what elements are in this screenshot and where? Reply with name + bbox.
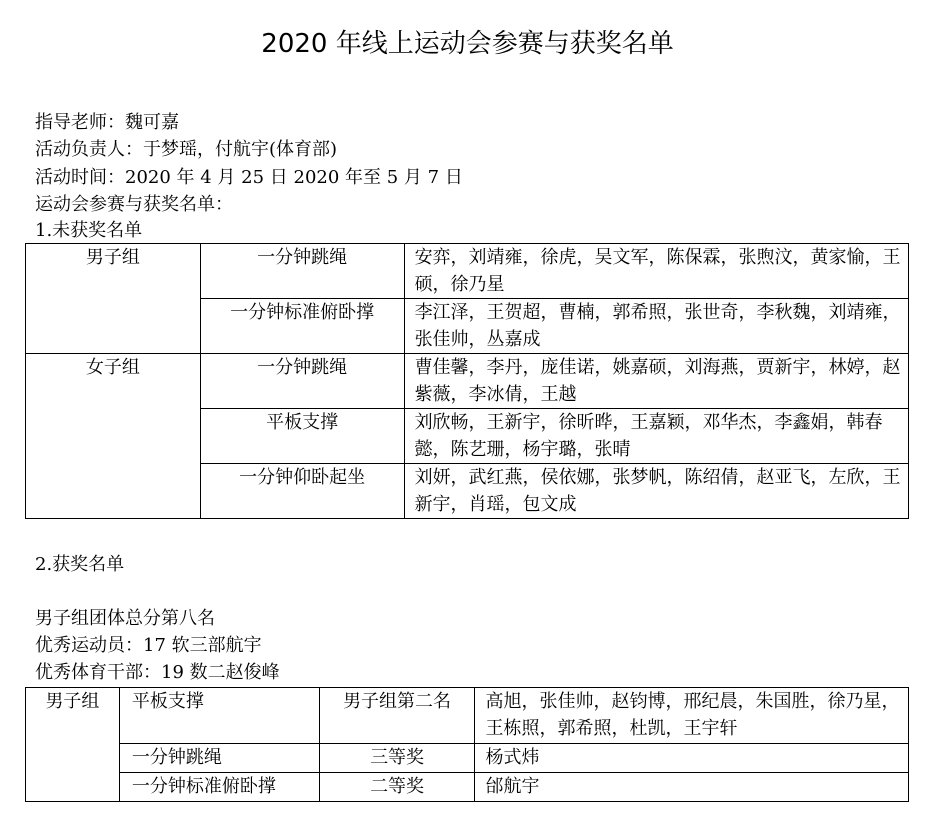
section2-heading: 2.获奖名单 (35, 554, 125, 575)
event-cell: 一分钟标准俯卧撑 (119, 773, 319, 802)
teacher-line: 指导老师：魏可嘉 (35, 112, 179, 133)
names-cell: 高旭，张佳帅，赵钧博，邢纪晨，朱国胜，徐乃星，王栋照，郭希照，杜凯，王宇轩 (475, 688, 909, 744)
cadre-line: 优秀体育干部：19 数二赵俊峰 (35, 662, 280, 683)
names-cell: 李江泽，王贺超，曹楠，郭希照，张世奇，李秋魏，刘靖雍，张佳帅，丛嘉成 (404, 299, 908, 354)
table-row (26, 773, 909, 802)
names-cell: 刘欣畅，王新宇，徐昕晔，王嘉颖，邓华杰，李鑫娟，韩春懿，陈艺珊，杨宇璐，张晴 (404, 409, 908, 464)
event-cell: 平板支撑 (119, 688, 319, 744)
event-cell: 一分钟跳绳 (200, 244, 404, 299)
names-cell: 杨式炜 (475, 744, 909, 773)
table-row (26, 244, 909, 299)
leader-line: 活动负责人：于梦瑶，付航宇(体育部) (35, 139, 338, 160)
group-cell-female: 女子组 (26, 354, 201, 519)
names-cell: 刘妍，武红燕，侯依娜，张梦帆，陈绍倩，赵亚飞，左欣，王新宇，肖瑶，包文成 (404, 464, 908, 519)
table-row (26, 354, 909, 409)
event-cell: 一分钟标准俯卧撑 (200, 299, 404, 354)
section1-heading: 1.未获奖名单 (35, 220, 143, 241)
award-cell: 三等奖 (319, 744, 475, 773)
event-cell: 平板支撑 (200, 409, 404, 464)
document-title: 2020 年线上运动会参赛与获奖名单 (261, 29, 674, 59)
event-cell: 一分钟跳绳 (200, 354, 404, 409)
non-award-table (25, 243, 909, 519)
group-cell-male: 男子组 (26, 244, 201, 354)
table-row (26, 688, 909, 744)
table-row (26, 744, 909, 773)
names-cell: 曹佳馨，李丹，庞佳诺，姚嘉硕，刘海燕，贾新宇，林婷，赵紫薇，李冰倩，王越 (404, 354, 908, 409)
group-cell-male: 男子组 (26, 688, 120, 802)
event-cell: 一分钟跳绳 (119, 744, 319, 773)
names-cell: 邰航宇 (475, 773, 909, 802)
athlete-line: 优秀运动员：17 软三部航宇 (35, 635, 262, 656)
event-cell: 一分钟仰卧起坐 (200, 464, 404, 519)
award-cell: 男子组第二名 (319, 688, 475, 744)
time-line: 活动时间：2020 年 4 月 25 日 2020 年至 5 月 7 日 (35, 167, 463, 188)
list-heading: 运动会参赛与获奖名单： (35, 194, 233, 215)
names-cell: 安弈，刘靖雍，徐虎，吴文军，陈保霖，张煦汶，黄家愉，王硕，徐乃星 (404, 244, 908, 299)
award-table (25, 687, 909, 802)
team-rank-line: 男子组团体总分第八名 (35, 608, 215, 629)
award-cell: 二等奖 (319, 773, 475, 802)
